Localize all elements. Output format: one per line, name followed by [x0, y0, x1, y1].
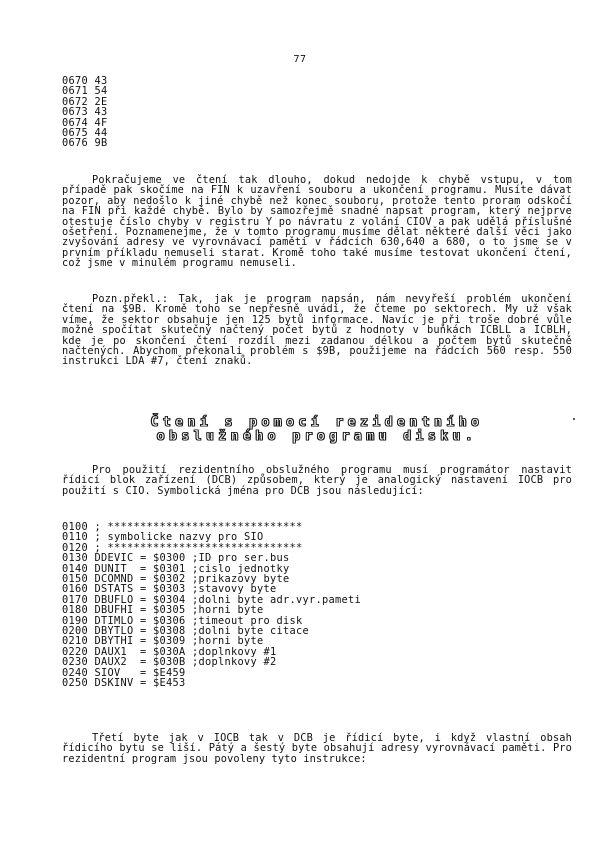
paragraph-2-text: Pozn.překl.: Tak, jak je program napsán, nám nevyřeší problém ukončení čtení na $9B. Kromě toho se nepřesně uvádí, že čteme po sektorech. My už však víme, že sektor obsahuje jen 125 bytů informace. Navíc je při troše dobré vůle možné spočítat skutečný načtený počet bytů z hodnoty v buňkách ICBLL a ICBLH, kde je po skončení čtení rozdíl mezi zadanou délkou a počtem bytů skutečně načtených. Abychom překonali problém s $9B, použijeme na řádcích 560 resp. 550 instrukci LDA #7, čtení znaků.	[62, 293, 572, 368]
code-line: 0190 DTIMLO = $0306 ;timeout pro disk	[62, 614, 303, 627]
code-line: 0210 DBYTHI = $0309 ;horni byte	[62, 635, 264, 648]
code-line: 0100 ; ******************************	[62, 521, 303, 533]
code-line: 0120 ; ******************************	[62, 541, 303, 554]
code-line: 0150 DCOMND = $0302 ;prikazovy byte	[62, 573, 290, 586]
hex-dump-line: 0671 54	[62, 85, 108, 98]
code-line: 0130 DDEVIC = $0300 ;ID pro ser.bus	[62, 552, 290, 565]
hex-dump-line: 0675 44	[62, 127, 108, 140]
code-line: 0110 ; symbolicke nazvy pro SIO	[62, 531, 264, 544]
hex-dump-listing	[62, 76, 108, 149]
paragraph-3-text: Pro použití rezidentního obslužného programu musí programátor nastavit řídicí blok zařízení (DCB) způsobem, který je analogický nastavení IOCB pro použití s CIO. Symbolická jména pro DCB jsou následující:	[62, 464, 572, 497]
paragraph-1-text: Pokračujeme ve čtení tak dlouho, dokud nedojde k chybě vstupu, v tom případě pak skočíme na FIN k uzavření souboru a ukončení programu. Musíte dávat pozor, aby nedošlo k jiné chybě než konec souboru, protože tento proram odskočí na FIN při každé chybě. Bylo by samozřejmě snadné napsat program, který nejprve otestuje číslo chyby v registru Y po návratu z volání CIOV a pak udělá příslušné ošetření. Poznamenejme, že v tomto programu musíme dělat některé další věci jako zvyšování adresy ve vyrovnávací paměti v řádcích 630,640 a 680, o to jsme se v prvním příkladu nemuseli starat. Kromě toho také musíme testovat ukončení čtení, což jsme v minulém programu nemuseli.	[62, 174, 572, 270]
code-line: 0200 DBYTLO = $0308 ;dolni byte citace	[62, 625, 309, 638]
paragraph-dcb-intro	[62, 465, 572, 496]
code-line: 0140 DUNIT = $0301 ;cislo jednotky	[62, 562, 290, 575]
heading-line-1: Čtení s pomocí rezidentního	[150, 415, 484, 430]
hex-dump-line: 0676 9B	[62, 137, 108, 150]
code-line: 0240 SIOV = $E459	[62, 666, 186, 679]
section-heading	[62, 416, 572, 444]
hex-dump-line: 0673 43	[62, 106, 108, 119]
hex-dump-line: 0674 4F	[62, 116, 108, 129]
code-listing	[62, 522, 361, 689]
hex-dump-line: 0670 43	[62, 75, 108, 87]
code-line: 0160 DSTATS = $0303 ;stavovy byte	[62, 583, 277, 596]
code-line: 0180 DBUFHI = $0305 ;horni byte	[62, 604, 264, 617]
paragraph-control-byte	[62, 733, 572, 764]
hex-dump-line: 0672 2E	[62, 95, 108, 108]
heading-line-2: obslužného programu disku.	[156, 429, 478, 444]
paragraph-4-text: Třetí byte jak v IOCB tak v DCB je řídicí byte, i když vlastní obsah řídicího bytu se liší. Pátý a šestý byte obsahují adresy vyrovnávací paměti. Pro rezidentní program jsou povoleny tyto instrukce:	[62, 732, 572, 765]
code-line: 0250 DSKINV = $E453	[62, 677, 186, 690]
paragraph-continue-reading	[62, 175, 572, 269]
paragraph-translator-note	[62, 294, 572, 367]
page-number: 77	[293, 54, 307, 65]
margin-mark	[573, 418, 575, 420]
code-line: 0220 DAUX1 = $030A ;doplnkovy #1	[62, 645, 277, 658]
code-line: 0170 DBUFLO = $0304 ;dolni byte adr.vyr.pameti	[62, 593, 361, 606]
code-line: 0230 DAUX2 = $030B ;doplnkovy #2	[62, 656, 277, 669]
